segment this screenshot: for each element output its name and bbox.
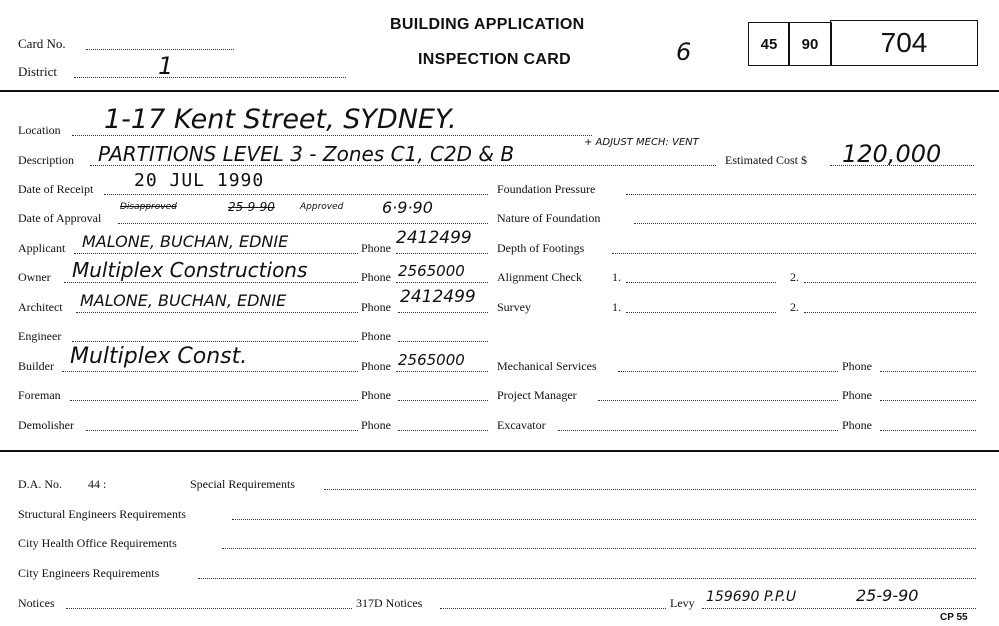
architect-phone-label: Phone — [361, 300, 391, 314]
engineer-line — [72, 341, 358, 342]
date-receipt-line — [104, 194, 488, 195]
description-addition: + ADJUST MECH: VENT — [584, 137, 699, 148]
date-receipt-label: Date of Receipt — [18, 182, 94, 196]
form-code: CP 55 — [940, 612, 968, 623]
estimated-cost-value: 120,000 — [842, 140, 942, 168]
architect-phone: 2412499 — [400, 287, 476, 307]
location-value: 1-17 Kent Street, SYDNEY. — [104, 104, 457, 135]
location-label: Location — [18, 123, 61, 137]
date-approval-struck-2: 25-9-90 — [228, 200, 275, 214]
da-no-value: 44 : — [88, 477, 107, 491]
date-receipt-stamp: 20 JUL 1990 — [134, 170, 265, 191]
structural-line — [232, 519, 976, 520]
mech-services-line — [618, 371, 838, 372]
description-value: PARTITIONS LEVEL 3 - Zones C1, C2D & B — [98, 142, 515, 166]
demolisher-label: Demolisher — [18, 418, 74, 432]
code-box-3: 704 — [830, 20, 978, 66]
alignment-2-line — [804, 282, 976, 283]
levy-date: 25-9-90 — [856, 586, 919, 605]
mech-services-phone-label: Phone — [842, 359, 872, 373]
foundation-pressure-label: Foundation Pressure — [497, 182, 596, 196]
demolisher-phone-line — [398, 430, 488, 431]
notices-line — [66, 608, 352, 609]
alignment-check-label: Alignment Check — [497, 270, 582, 284]
health-line — [222, 548, 976, 549]
survey-2-line — [804, 312, 976, 313]
builder-value: Multiplex Const. — [70, 344, 248, 369]
engineer-phone-label: Phone — [361, 329, 391, 343]
location-line — [72, 135, 592, 136]
card-no-label: Card No. — [18, 36, 66, 51]
notices-317d-label: 317D Notices — [356, 596, 423, 610]
architect-phone-line — [398, 312, 488, 313]
levy-label: Levy — [670, 596, 695, 610]
da-no-label: D.A. No. — [18, 477, 62, 491]
date-approval-note: Approved — [300, 202, 344, 212]
district-line — [74, 77, 346, 78]
project-manager-label: Project Manager — [497, 388, 577, 402]
survey-label: Survey — [497, 300, 531, 314]
applicant-phone-label: Phone — [361, 241, 391, 255]
owner-label: Owner — [18, 270, 51, 284]
nature-foundation-label: Nature of Foundation — [497, 211, 601, 225]
owner-phone: 2565000 — [398, 262, 465, 280]
notices-label: Notices — [18, 596, 55, 610]
project-manager-phone-label: Phone — [842, 388, 872, 402]
foreman-line — [70, 400, 358, 401]
demolisher-phone-label: Phone — [361, 418, 391, 432]
handwritten-number: 6 — [676, 38, 692, 66]
survey-1-line — [626, 312, 776, 313]
estimated-cost-label: Estimated Cost $ — [725, 153, 807, 167]
depth-footings-label: Depth of Footings — [497, 241, 585, 255]
structural-label: Structural Engineers Requirements — [18, 507, 186, 521]
engineer-label: Engineer — [18, 329, 62, 343]
code-box-2: 90 — [788, 22, 832, 66]
owner-phone-line — [396, 282, 488, 283]
date-approval-value: 6·9·90 — [382, 198, 433, 217]
applicant-phone-line — [396, 253, 488, 254]
excavator-phone-label: Phone — [842, 418, 872, 432]
engineer-phone-line — [398, 341, 488, 342]
builder-label: Builder — [18, 359, 54, 373]
special-requirements-line — [324, 489, 976, 490]
excavator-phone-line — [880, 430, 976, 431]
foundation-pressure-line — [626, 194, 976, 195]
applicant-phone: 2412499 — [396, 228, 472, 248]
architect-label: Architect — [18, 300, 63, 314]
alignment-1-label: 1. — [612, 270, 621, 284]
district-label: District — [18, 64, 57, 79]
alignment-2-label: 2. — [790, 270, 799, 284]
builder-phone: 2565000 — [398, 351, 465, 369]
form-title-line2: INSPECTION CARD — [418, 51, 571, 68]
district-value: 1 — [158, 52, 174, 80]
foreman-phone-line — [398, 400, 488, 401]
health-label: City Health Office Requirements — [18, 536, 177, 550]
project-manager-phone-line — [880, 400, 976, 401]
architect-value: MALONE, BUCHAN, EDNIE — [80, 291, 287, 310]
date-approval-line — [118, 223, 488, 224]
date-approval-label: Date of Approval — [18, 211, 102, 225]
engineers-label: City Engineers Requirements — [18, 566, 160, 580]
code-box-1: 45 — [748, 22, 790, 66]
date-approval-struck-1: Disapproved — [120, 202, 177, 212]
card-no-line — [86, 49, 234, 50]
levy-value: 159690 P.P.U — [706, 589, 797, 605]
special-requirements-label: Special Requirements — [190, 477, 295, 491]
builder-phone-line — [396, 371, 488, 372]
project-manager-line — [598, 400, 838, 401]
mech-services-label: Mechanical Services — [497, 359, 597, 373]
demolisher-line — [86, 430, 358, 431]
builder-phone-label: Phone — [361, 359, 391, 373]
header-divider — [0, 90, 999, 92]
applicant-line — [74, 253, 358, 254]
depth-footings-line — [612, 253, 976, 254]
foreman-label: Foreman — [18, 388, 61, 402]
survey-1-label: 1. — [612, 300, 621, 314]
form-title-line1: BUILDING APPLICATION — [390, 16, 585, 33]
description-label: Description — [18, 153, 74, 167]
applicant-label: Applicant — [18, 241, 66, 255]
foreman-phone-label: Phone — [361, 388, 391, 402]
builder-line — [62, 371, 358, 372]
survey-2-label: 2. — [790, 300, 799, 314]
architect-line — [76, 312, 358, 313]
owner-value: Multiplex Constructions — [72, 258, 308, 282]
excavator-line — [558, 430, 838, 431]
notices-317d-line — [440, 608, 666, 609]
levy-line — [702, 608, 976, 609]
owner-phone-label: Phone — [361, 270, 391, 284]
applicant-value: MALONE, BUCHAN, EDNIE — [82, 232, 289, 251]
engineers-line — [198, 578, 976, 579]
owner-line — [64, 282, 358, 283]
alignment-1-line — [626, 282, 776, 283]
mech-services-phone-line — [880, 371, 976, 372]
section-divider — [0, 450, 999, 452]
excavator-label: Excavator — [497, 418, 546, 432]
nature-foundation-line — [634, 223, 976, 224]
